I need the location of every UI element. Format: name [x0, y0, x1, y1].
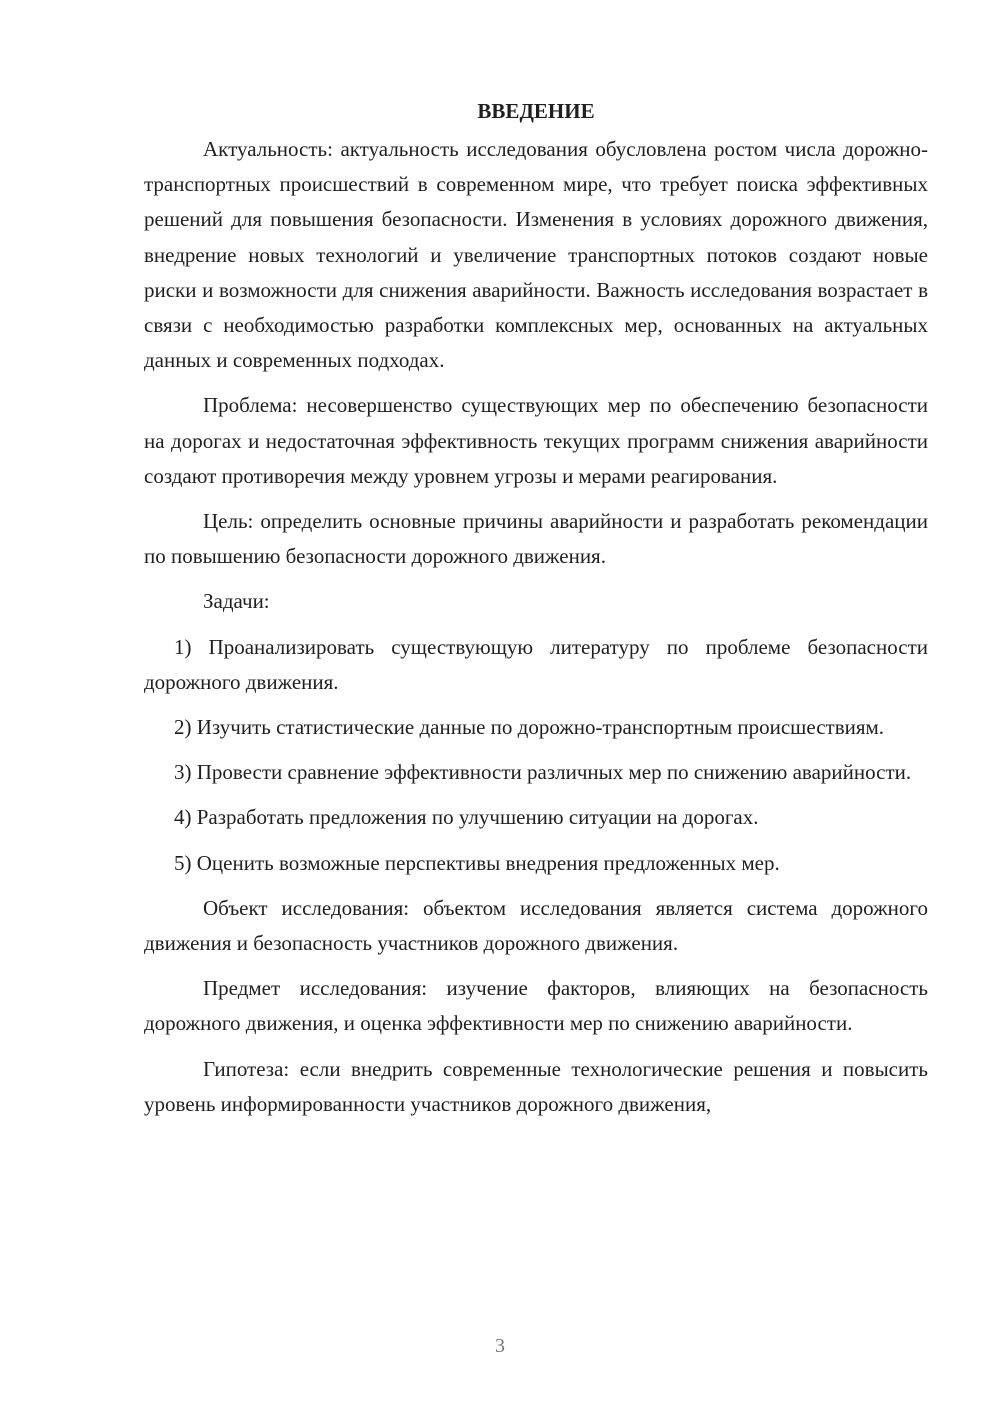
paragraph-problem: Проблема: несовершенство существующих мер по обеспечению безопасности на дорогах и недостаточная эффективность текущих программ снижения аварийности создают противоречия между уровнем угрозы и мерами реагирования. [144, 393, 928, 488]
task-item-2: 2) Изучить статистические данные по дорожно-транспортным происшествиям. [174, 715, 885, 740]
paragraph-hypothesis: Гипотеза: если внедрить современные технологические решения и повысить уровень информированности участников дорожного движения, [144, 1056, 928, 1116]
paragraph-subject: Предмет исследования: изучение факторов, влияющих на безопасность дорожного движения, и оценка эффективности мер по снижению аварийности. [144, 976, 928, 1036]
paragraph-object: Объект исследования: объектом исследования является система дорожного движения и безопасность участников дорожного движения. [144, 895, 928, 956]
task-item-3: 3) Провести сравнение эффективности различных мер по снижению аварийности. [174, 760, 912, 785]
paragraph-tasks-heading: Задачи: [203, 589, 270, 614]
document-page [144, 94, 928, 1344]
task-item-1: 1) Проанализировать существующую литературу по проблеме безопасности дорожного движения. [144, 634, 928, 694]
page-number: 3 [495, 1335, 505, 1357]
paragraph-relevance: Актуальность: актуальность исследования обусловлена ростом числа дорожно-транспортных происшествий в современном мире, что требует поиска эффективных решений для повышения безопасности. Изменения в условиях дорожного движения, внедрение новых технологий и увеличение транспортных потоков создают новые риски и возможности для снижения аварийности. Важность исследования возрастает в связи с необходимостью разработки комплексных мер, основанных на актуальных данных и современных подходах. [144, 137, 928, 373]
section-title: ВВЕДЕНИЕ [477, 99, 595, 123]
paragraph-goal: Цель: определить основные причины аварийности и разработать рекомендации по повышению безопасности дорожного движения. [144, 509, 928, 569]
task-item-5: 5) Оценить возможные перспективы внедрения предложенных мер. [174, 850, 780, 875]
task-item-4: 4) Разработать предложения по улучшению ситуации на дорогах. [174, 805, 759, 830]
